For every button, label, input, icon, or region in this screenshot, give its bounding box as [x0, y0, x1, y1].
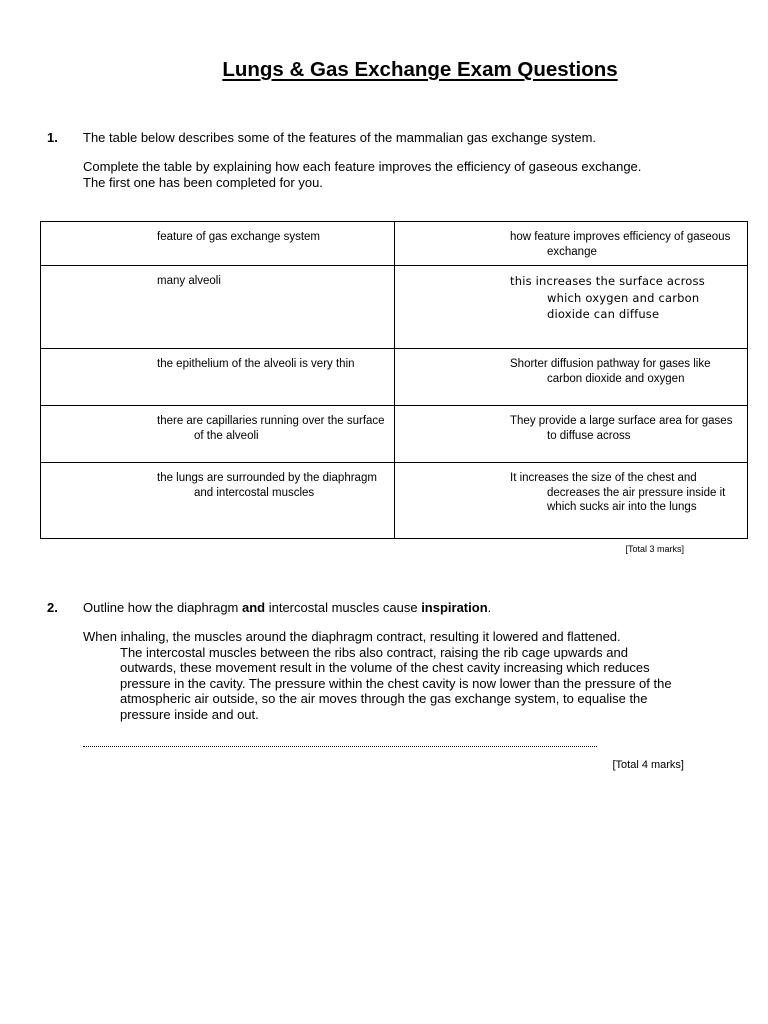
row-3-explanation: They provide a large surface area for gases to diffuse across: [510, 415, 733, 442]
question-2-marks: [Total 4 marks]: [612, 759, 684, 771]
header-feature: feature of gas exchange system: [157, 231, 321, 243]
question-1-number: 1.: [47, 130, 58, 145]
prompt-and-bold: and: [241, 600, 266, 615]
prompt-inspiration-bold: inspiration: [421, 600, 488, 615]
row-1-feature: many alveoli: [157, 275, 221, 287]
answer-continuation: The intercostal muscles between the ribs also contract, raising the rib cage upwards and outwards, these movement result in the volume of the chest cavity increasing which reduces pressure in the cavity. The pressure within the chest cavity is now lower than the pressure of the atmospheric air outside, so the air moves through the gas exchange system, to equalise the pressure inside and out.: [120, 644, 672, 722]
table-row: [41, 349, 748, 406]
header-efficiency: how feature improves efficiency of gaseous exchange: [510, 231, 731, 258]
answer-dotted-line: [83, 736, 597, 747]
gas-exchange-table: [40, 221, 748, 539]
table-header-row: [41, 222, 748, 266]
page-title: Lungs & Gas Exchange Exam Questions: [222, 58, 618, 81]
row-4-explanation: It increases the size of the chest and decreases the air pressure inside it which sucks air into the lungs: [510, 472, 726, 513]
question-2-number: 2.: [47, 600, 58, 615]
question-1-marks: [Total 3 marks]: [625, 544, 684, 554]
table-row: [41, 266, 748, 349]
row-1-explanation: this increases the surface across which oxygen and carbon dioxide can diffuse: [510, 274, 705, 321]
row-4-feature: the lungs are surrounded by the diaphragm and intercostal muscles: [157, 472, 377, 499]
row-3-feature: there are capillaries running over the surface of the alveoli: [157, 415, 385, 442]
answer-first-line: When inhaling, the muscles around the diaphragm contract, resulting it lowered and flattened.: [83, 629, 621, 644]
question-2-answer: [83, 629, 683, 723]
table-row: [41, 406, 748, 463]
question-1-intro: The table below describes some of the features of the mammalian gas exchange system.: [83, 130, 597, 145]
row-2-feature: the epithelium of the alveoli is very thin: [157, 358, 355, 370]
table-row: [41, 463, 748, 539]
row-2-explanation: Shorter diffusion pathway for gases like carbon dioxide and oxygen: [510, 358, 711, 385]
question-2-prompt: Outline how the diaphragm and intercostal muscles cause inspiration.: [83, 600, 492, 615]
question-1-instruction: Complete the table by explaining how each feature improves the efficiency of gaseous exchange. The first one has been completed for you.: [83, 159, 642, 190]
